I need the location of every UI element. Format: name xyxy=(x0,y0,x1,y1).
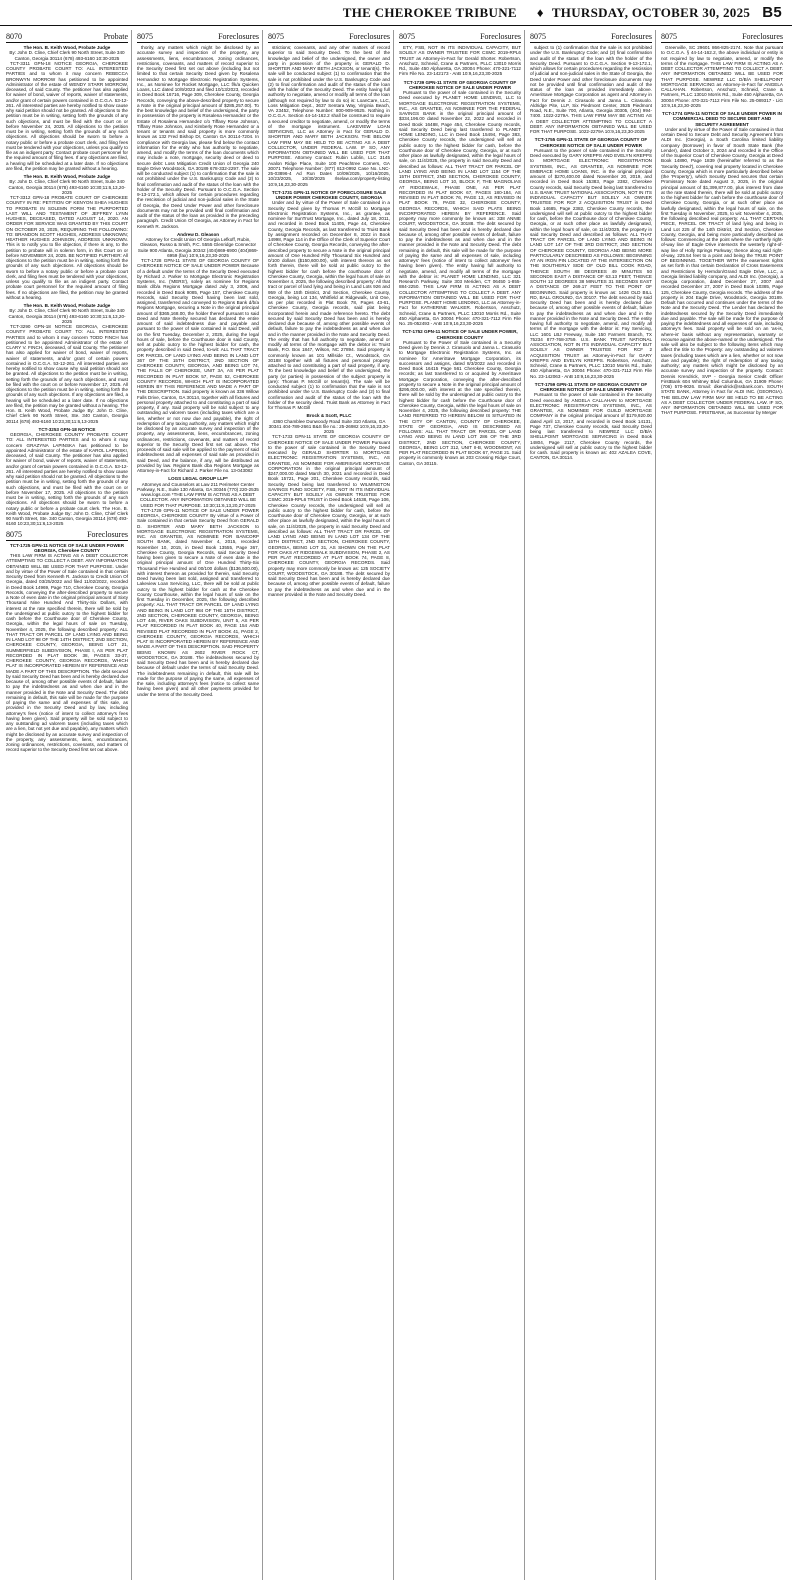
notice-body: Pursuant to the Power of Sale contained in a Security Deed given by Dennis J. Cirasuolo and Janna L. Cirasuolo to Mortgage Electronic Registration Systems, Inc. as nominee for AmeriSave Mortgage Corporation, its successors and assigns, dated 8/3/2022 and recorded in Deed Book 16415 Page 561 Cherokee County, Georgia records; as last transferred to or acquired by AmeriSave Mortgage Corporation, conveying the after-described property to secure a Note in the original principal amount of $295,000.00, with interest at the rate specified therein, there will be sold by the undersigned at public outcry to the highest bidder for cash before the Courthouse door of Cherokee County, Georgia, within the legal hours of sale on November 4, 2025, the following described property: THE LAND REFERRED TO HEREIN BELOW IS SITUATED IN THE CITY OF CANTON, COUNTY OF CHEROKEE, STATE OF GEORGIA, AND IS DESCRIBED AS FOLLOWS: ALL THAT TRACT OR PARCEL OF LAND LYING AND BEING IN LAND LOT 286 OF THE 3RD DISTRICT, 2ND SECTION, CHEROKEE COUNTY, GEORGIA, BEING LOT 312, UNIT II-B, WOODMONT, AS PER PLAT RECORDED IN PLAT BOOK 67, PAGE 21. Said property is commonly known as 203 Crossing Ridge Court, Canton, GA 30115. xyxy=(399,339,521,466)
notice-contact: 4360 Chamblee Dunwoody Road Suite 310 Atlanta, GA 30341 404-789-2661 B&S file no.: 25-26982 10:9,16,23,30-2025 xyxy=(268,418,390,434)
section-category: Foreclosures xyxy=(349,32,390,41)
legal-notice xyxy=(661,45,783,108)
section-code: 8075 xyxy=(530,32,546,41)
section-category: Probate xyxy=(103,32,128,41)
notice-title: The Hon. B. Keith Wood, Probate Judge xyxy=(23,174,111,179)
notice-body: TCT-3312 GPN-18 PROBATE COURT OF CHEROKEE COUNTY IN RE: PETITION OF KENYON SHEA HUGHES TO PROBATE IN SOLEMN FORM THE PURPORTED LAST WILL AND TESTAMENT OF JEFFREY LYNN HUGHES, DECEASED, DATED AUGUST 14, 2020. AN ORDER FOR SERVICE WAS GRANTED BY THIS COURT ON OCTOBER 20, 2025, REQUIRING THE FOLLOWING: TO: BRANDON SCOTT HUGHES, ADDRESS UNKNOWN; HEATHER HUGHES JOHNSON, ADDRESS UNKNOWN. This is to notify you to file objection, if there is any, to the petition to probate will in solemn form, in this Court on or before NOVEMBER 24, 2025. BE NOTIFIED FURTHER: All objections to the petition must be in writing, setting forth the grounds of any such objections. All objections should be sworn to before a notary public or before a probate court clerk, and filing fees must be tendered with your objections, unless you qualify to file as an indigent party. Contact probate court personnel for the required amount of filing fees. If no objections are filed, the petition may be granted without a hearing. xyxy=(6,195,128,300)
column xyxy=(661,30,786,1580)
notice-title: TCT-3253 GPN-18 NOTICE xyxy=(38,426,96,432)
legal-notice xyxy=(268,190,390,411)
notice-title: TCT-1725 GPN-11 NOTICE OF SALE UNDER POWER GEORGIA, Cherokee COUNTY xyxy=(9,542,125,553)
legal-notice xyxy=(6,174,128,300)
section-code: 8075 xyxy=(661,32,677,41)
legal-notice xyxy=(530,382,652,461)
notice-body: TCT-1729 GPN-11 NOTICE OF SALE UNDER POWER GEORGIA, CHEROKEE COUNTY By virtue of a Power of Sale contained in that certain Security Deed from GERALD D. SHORTER AND MARY BETH JACKSON to MORTGAGE ELECTRONIC REGISTRATION SYSTEMS, INC. AS GRANTEE, AS NOMINEE FOR BANCORP SOUTH BANK, dated November 4, 2015, recorded November 10, 2015, in Deed Book 13555, Page 367, Cherokee County, Georgia Records, said Security Deed having been given to secure a Note of even date in the original principal amount of One Hundred Thirty-Six Thousand Five Hundred and 00/100 dollars ($136,500.00), with interest thereon as provided for therein, said Security Deed having been last sold, assigned and transferred to Lakeview Loan Servicing, LLC, there will be sold at public outcry to the highest bidder for cash at the Cherokee County Courthouse, within the legal hours of sale on the first Tuesday in December, 2025, the following described property: ALL THAT TRACT OR PARCEL OF LAND LYING AND BEING IN LAND LOT 984 OF THE 15TH DISTRICT, 2ND SECTION, CHEROKEE COUNTY, GEORGIA, BEING LOT 446, RIVER OAKS SUBDIVISION, UNIT 5, AS PER PLAT RECORDED IN PLAT BOOK 40, PAGE 154 AND REVISED PLAT RECORDED IN PLAT BOOK 41, PAGE 2, CHEROKEE COUNTY, GEORGIA RECORDS, WHICH PLAT IS INCORPORATED HEREIN BY REFERENCE AND MADE A PART OF THIS DESCRIPTION. SAID PROPERTY BEING KNOWN AS 2602 RIVER ROCK CT, WOODSTOCK, GA 30188. The indebtedness secured by said Security Deed has been and is hereby declared due because of default under the terms of said Security Deed. The indebtedness remaining in default, this sale will be made for the purpose of paying the same, all expenses of the sale, including attorney's fees (notice to collect same having been given) and all other payments provided for under the terms of the Security Deed. xyxy=(137,507,259,697)
legal-notice xyxy=(530,137,652,379)
masthead xyxy=(0,0,792,26)
notice-title: TCT-1755 GPN-11 STATE OF GEORGIA COUNTY OF CHEROKEE NOTICE OF SALE UNDER POWER xyxy=(534,137,648,148)
section-category: Foreclosures xyxy=(218,32,259,41)
notice-contact: By: John D. Cline, Chief Clerk 90 North Street, Suite 340 Canton, Georgia 30114 (678) 493-6160 10:30-2025 xyxy=(9,50,125,61)
section-code: 8075 xyxy=(137,32,153,41)
section-category: Foreclosures xyxy=(611,32,652,41)
notice-contact: By: John D. Cline, Chief Clerk 90 North Street, Suite 340 Canton, Georgia 30114 (678) 493-6160 10:30;11:6,13,20-2025 xyxy=(8,308,126,324)
notice-body: TCT-1728 GPN-11 STATE OF GEORGIA COUNTY OF CHEROKEE NOTICE OF SALE UNDER POWER Because of a default under the terms of the Security Deed executed by Richard J. Parker to Mortgage Electronic Registration Systems, Inc. ('MERS'), solely as nominee for Regions Bank d/b/a Regions Mortgage dated July 3, 2006, and recorded in Deed Book 9085, Page 157, Cherokee County Records, said Security Deed having been last sold, assigned, transferred and conveyed to Regions Bank d/b/a Regions Mortgage, securing a Note in the original principal amount of $365,168.00, the holder thereof pursuant to said Deed and Note thereby secured has declared the entire amount of said indebtedness due and payable and pursuant to the power of sale contained in said Deed, will on the first Tuesday, December 2, 2025, during the legal hours of sale, before the Courthouse door in said County, sell at public outcry to the highest bidder for cash, the property described in said Deed, to-wit: ALL THAT TRACT OR PARCEL OF LAND LYING AND BEING IN LAND LOT 367 OF THE 15TH DISTRICT, 2ND SECTION OF CHEROKEE COUNTY, GEORGIA, AND BEING LOT 74, THE FALLS OF CHEROKEE, UNIT 3A, AS PER PLAT RECORDED IN PLAT BOOK 57, PAGE 52, CHEROKEE COUNTY RECORDS, WHICH PLAT IS INCORPORATED HEREIN BY THIS REFERENCE AND MADE A PART OF THE DESCRIPTION. Said property is known as 336 Willow Falls Drive, Canton, GA 30114, together with all fixtures and personal property attached to and constituting a part of said property, if any. Said property will be sold subject to any outstanding ad valorem taxes (including taxes which are a lien, whether or not now due and payable), the right of redemption of any taxing authority, any matters which might be disclosed by an accurate survey and inspection of the property, any assessments, liens, encumbrances, zoning ordinances, restrictions, covenants, and matters of record superior to the Security Deed first set out above. The proceeds of said sale will be applied to the payment of said indebtedness and all expenses of said sale as provided in said Deed, and the balance, if any, will be distributed as provided by law. Regions Bank dba Regions Mortgage as Attorney-in-Fact for Richard J. Parker File no. 13-043082 xyxy=(137,258,259,473)
legal-notice xyxy=(399,329,521,466)
notice-title: TCT-1774 GPN-11 NOTICE OF SALE UNDER POWER IN COMMERCIAL DEED TO SECURE DEBT AND SECURITY AGREEMENT xyxy=(662,111,782,127)
column xyxy=(6,30,132,1580)
separator-diamond-icon: ♦ xyxy=(536,4,544,20)
notice-contact: Attorney for Credit Union Of Georgia Lefkoff, Rubin, Gleason, Russo & Smith, P.C. 5555 Glenridge Connector Suite 900 Atlanta, Georgia 30342 (404)869-6900 (404)869-6959 (fax) 10:9,16,23,30-2025 xyxy=(137,237,259,258)
notice-title: Brock & Scott, PLLC xyxy=(306,413,352,419)
classifieds-columns xyxy=(0,26,792,1580)
section-header xyxy=(6,32,128,43)
section-category: Foreclosures xyxy=(742,32,783,41)
section-category: Foreclosures xyxy=(87,529,128,539)
notice-body: Under and by virtue of the Power of Sale contained in that certain Deed to Secure Debt and Security Agreement from ALDI Inc. (Georgia), a South Carolina limited liability company (Borrower) in favor of South State Bank (the Lender), dated October 3, 2024 and recorded in the Office of the Superior Court of Cherokee County, Georgia at Deed Book 14890, Page 1839 (hereinafter referred to as the 'Security Deed'), covering real property located in Cherokee County, Georgia which is more particularly described below (the 'Property'), which Security Deed secures that certain Promissory Note dated August 3, 2025, in the original principal amount of $1,399,877.00, plus interest from date at the rate stated therein, there will be sold at public outcry to the highest bidder for cash before the courthouse door of Cherokee County, Georgia, or at such other place as lawfully designated, within the legal hours of sale, on the first Tuesday in November, 2025, to wit: November 4, 2025, the following described real property: ALL THAT CERTAIN PIECE, PARCEL OR TRACT of land lying and being in Land Lot 225 of the 14th District, 2nd Section, Cherokee County, Georgia, and being more particularly described as follows: Commencing at the point where the northerly right-of-way line of Eagle Drive intersects the westerly right-of-way line of Holly Springs Parkway; thence along said right-of-way, 225.54 feet to a point and being the TRUE POINT OF BEGINNING. TOGETHER WITH the easement rights as set forth in that certain Declaration of Cross Easements and Restrictions by Herndon/Grand Eagle Drive, LLC, a Georgia limited liability company, and ALDI Inc. (Georgia), a Georgia corporation, dated December 27, 2007 and recorded December 27, 2007 in Deed Book 10385, Page 125, Cherokee County, Georgia records. The address of the property is 204 Eagle Drive, Woodstock, Georgia 30189. Default has occurred and continues under the terms of the Note and the Security Deed. The Lender has declared the indebtedness secured by the Security Deed immediately due and payable. The sale will be made for the purpose of paying the indebtedness and all expenses of sale, including attorney's fees. Said property will be sold on an 'as-is, where-is' basis without any representation, warranty or recourse against the above-named or the undersigned. The sale will also be subject to the following items which may affect the title to the Property: any outstanding ad valorem taxes (including taxes which are a lien, whether or not now due and payable); the right of redemption of any taxing authority; any matters which might be disclosed by an accurate survey and inspection of the property. Contact: Dennis Krendrick, SVP - Georgia Senior Credit Officer FirstBank 604 Whitney Blvd Columbus, GA 31909 Phone: (706) 570-9026. Email: dkendrick@ssbank.com. SOUTH STATE BANK, Attorney in Fact for ALDI INC. (GEORGIA). THE BELOW LAW FIRM MAY BE HELD TO BE ACTING AS A DEBT COLLECTOR UNDER FEDERAL LAW. IF SO, ANY INFORMATION OBTAINED WILL BE USED FOR THAT PURPOSE. FIRSTBANK, as Successor by Merger xyxy=(661,126,783,416)
legal-notice xyxy=(6,427,128,527)
notice-title: The Hon. B. Keith Wood, Probate Judge xyxy=(23,45,111,50)
section-header xyxy=(6,530,128,541)
legal-notice xyxy=(6,45,128,171)
legal-notice xyxy=(268,413,390,597)
section-code: 8075 xyxy=(6,529,22,539)
notice-body: Under and by virtue of the Power of Sale contained in a Security Deed given by Thomas P. McGill to Mortgage Electronic Registration Systems, Inc., as grantee, as nominee for SunTrust Mortgage, Inc., dated July 18, 2011, and recorded in Deed Book 11405, Page 44, Cherokee County, Georgia Records, as last transferred to Truist Bank by assignment recorded on December 8, 2022 in Book 14998, Page 114 in the Office of the Clerk of Superior Court of Cherokee County, Georgia Records, conveying the after-described property to secure a Note in the original principal amount of One Hundred Fifty Thousand Six Hundred and 0/100 dollars ($150,600.00), with interest thereon as set forth therein, there will be sold at public outcry to the highest bidder for cash before the courthouse door of Cherokee County, Georgia, within the legal hours of sale on November 4, 2025, the following described property: All that tract or parcel of land lying and being in Land Lots 926 and 959 of the 15th District, 2nd Section, Cherokee County, Georgia, being Lot 134, Whitfield at Ridgewalk, Unit One, as per plat recorded in Plat Book 78, Pages 43-61, Cherokee County, Georgia records, said plat being incorporated herein and made reference hereto. The debt secured by said Security Deed has been and is hereby declared due because of, among other possible events of default, failure to pay the indebtedness as and when due and in the manner provided in the Note and Security Deed. The entity that has full authority to negotiate, amend or modify all terms of the mortgage with the debtor is: Truist Bank, P.O. Box 1847, Wilson, NC 27894. Said property is commonly known as 101 Millside Ct., Woodstock, GA 30188 together with all fixtures and personal property attached to and constituting a part of said property, if any. To the best knowledge and belief of the undersigned, the party (or parties) in possession of the subject property is (are): Thomas P. McGill or tenant(s). The sale will be conducted subject (1) to confirmation that the sale is not prohibited under the U.S. Bankruptcy Code and (2) to final confirmation and audit of the status of the loan with the holder of the security deed. Truist Bank as Attorney in Fact for Thomas P. McGill xyxy=(268,200,390,410)
notice-body: GEORGIA, CHEROKEE COUNTY PROBATE COURT TO: ALL INTERESTED PARTIES and to whom it may concern GRAZYNA LAPINSKA has petitioned to be appointed Administrator of the estate of KAROL LAPINSKI, deceased, of said County. The petitioner has also applied for waiver of bond, waiver of reports, waiver of statements, and/or grant of certain powers contained in O.C.G.A. 53-12-261. All interested parties are hereby notified to show cause why said petition should not be granted. All objections to the petition must be in writing, setting forth the grounds of any such objections, and must be filed with the court on or before November 17, 2025. All objections to the petition must be in writing, setting forth the grounds of any such objections. All objections should be sworn to before a notary public or before a probate court clerk. The Hon. B. Keith Wood, Probate Judge By: John D. Cline, Chief Clerk 90 North Street, Ste. 340 Canton, Georgia 30114 (678) 493-6160 10:23,30;11:6,13-2025 xyxy=(6,432,128,527)
section-header xyxy=(530,32,652,43)
legal-notice xyxy=(530,45,652,134)
page-number: B5 xyxy=(762,4,782,21)
notice-title: Andrew D. Gleason xyxy=(176,231,220,237)
legal-notice xyxy=(137,232,259,474)
notice-contact: Attorneys and Counselors at Law 211 Perimeter Center Parkway, N.E., Suite 130 Atlanta, GA 30346 (770) 220-2535 www.logs.com *THE LAW FIRM IS ACTING AS A DEBT COLLECTOR. ANY INFORMATION OBTAINED WILL BE USED FOR THAT PURPOSE. 10:30;11:6,13,20,27-2025 xyxy=(137,481,259,508)
section-header xyxy=(399,32,521,43)
column xyxy=(399,30,525,1580)
legal-notice xyxy=(137,45,259,229)
notice-body: Pursuant to the power of sale contained in the Security Deed executed by ANGELA CALLAHAN to MORTGAGE ELECTRONIC REGISTRATION SYSTEMS, INC., AS GRANTEE, AS NOMINEE FOR GUILD MORTGAGE COMPANY in the original principal amount of $179,920.00 dated April 13, 2017, and recorded in Deed Book 14131, Page 737, Cherokee County records, said Security Deed being last transferred to NEWREZ LLC D/B/A SHELLPOINT MORTGAGE SERVICING in Deed Book 14804, Page 2117, Cherokee County records, the undersigned will sell at public outcry to the highest bidder for cash. Said property is known as: 402 AZALEA COVE, CANTON, GA 30114. xyxy=(530,392,652,461)
section-category: Foreclosures xyxy=(480,32,521,41)
section-header xyxy=(137,32,259,43)
notice-body: strictions; covenants, and any other matters of record superior to said Security Deed. To the best of the knowledge and belief of the undersigned, the owner and party in possession of the property is GERALD D. SHORTER AND MARY BETH JACKSON, or tenant(s). The sale will be conducted subject (1) to confirmation that the sale is not prohibited under the U.S. Bankruptcy Code and (2) to final confirmation and audit of the status of the loan with the holder of the Security Deed. The entity having full authority to negotiate, amend or modify all terms of the loan (although not required by law to do so) is: LoanCare, LLC, Loss Mitigation Dept., 3637 Sentara Way, Virginia Beach, VA 23452, Telephone Number: 800-909-9525. Nothing in O.C.G.A. Section 44-14-162.2 shall be construed to require a secured creditor to negotiate, amend, or modify the terms of the mortgage instrument. LAKEVIEW LOAN SERVICING, LLC as Attorney in Fact for GERALD D. SHORTER AND MARY BETH JACKSON. THE BELOW LAW FIRM MAY BE HELD TO BE ACTING AS A DEBT COLLECTOR, UNDER FEDERAL LAW. IF SO, ANY INFORMATION OBTAINED WILL BE USED FOR THAT PURPOSE. Attorney Contact: Rubin Lublin, LLC 3145 Avalon Ridge Place, Suite 100 Peachtree Corners, GA 30071 Telephone Number: (877) 813-0992 Case No. LNC-25-03896-4 Ad Run Dates 10/09/2025, 10/16/2025, 10/23/2025, 10/30/2025 rlselaw.com/property-listing 10:9,16,23,30-2025 xyxy=(268,45,390,187)
legal-notice xyxy=(268,45,390,187)
legal-notice xyxy=(137,476,259,697)
issue-date: THURSDAY, OCTOBER 30, 2025 xyxy=(551,4,751,20)
legal-notice xyxy=(6,303,128,424)
notice-body: subject to (1) confirmation that the sale is not prohibited under the U.S. Bankruptcy Code; and (2) final confirmation and audit of the status of the loan with the holder of the Security Deed. Pursuant to O.C.G.A. Section 9-13-172.1, which allows for certain procedures regarding the rescission of judicial and non-judicial sales in the State of Georgia, the Deed Under Power and other foreclosure documents may not be provided until final confirmation and audit of the status of the loan as provided immediately above. AmeriSave Mortgage Corporation as agent and Attorney in Fact for Dennis J. Cirasuolo and Janna L. Cirasuolo. Aldridge Pite, LLP, Six Piedmont Center, 3525 Piedmont Road, N.E., Suite 700, Atlanta, Georgia 30305, (404) 994-7400. 1022-2279A. THIS LAW FIRM MAY BE ACTING AS A DEBT COLLECTOR ATTEMPTING TO COLLECT A DEBT. ANY INFORMATION OBTAINED WILL BE USED FOR THAT PURPOSE. 1022-2279A 10:9,16,23,30-2025 xyxy=(530,45,652,134)
section-code: 8070 xyxy=(6,32,22,41)
notice-body: Greenville, SC 29601 866-825-2174. Note that pursuant to O.C.G.A. § 44-14-162.2, the above individual or entity is not required by law to negotiate, amend, or modify the terms of the mortgage. THIS LAW FIRM IS ACTING AS A DEBT COLLECTOR ATTEMPTING TO COLLECT A DEBT. ANY INFORMATION OBTAINED WILL BE USED FOR THAT PURPOSE. NEWREZ LLC D/B/A SHELLPOINT MORTGAGE SERVICING as Attorney-in-Fact for ANGELA CALLAHAN. Robertson, Anschutz, Schneid, Crane & Partners, PLLC 13010 Morris Rd., Suite 450 Alpharetta, GA 30004 Phone: 470-321-7112 Firm File No. 25-089317 - LiG 10:9,16,23,30-2025 xyxy=(661,45,783,108)
section-code: 8075 xyxy=(399,32,415,41)
legal-notice xyxy=(399,80,521,327)
notice-body: TCT-3290 GPN-18 NOTICE GEORGIA, CHEROKEE COUNTY PROBATE COURT TO: ALL INTERESTED PARTIES and to whom it may concern TODD FINCH has petitioned to be appointed Administrator of the estate of CLARY V. FINCH, deceased, of said County. The petitioner has also applied for waiver of bond, waiver of reports, waiver of statements, and/or grant of certain powers contained in O.C.G.A. 53-12-261. All interested parties are hereby notified to show cause why said petition should not be granted. All objections to the petition must be in writing, setting forth the grounds of any such objections, and must be filed with the court on or before November 17, 2025. All objections to the petition must be in writing, setting forth the grounds of any such objections. If any objections are filed, a hearing will be scheduled at a later date. If no objections are filed, the petition may be granted without a hearing. The Hon. B. Keith Wood, Probate Judge By: John D. Cline, Chief Clerk 90 North Street, Ste. 340 Canton, Georgia 30114 (678) 493-6160 10:23,30;11:6,13-2025 xyxy=(6,324,128,424)
notice-contact: By: John D. Cline, Chief Clerk 90 North Street, Suite 340 Canton, Georgia 30114 (678) 493-6160 10:30;11:6,13,20-2025 xyxy=(8,179,126,195)
newspaper-name: THE CHEROKEE TRIBUNE xyxy=(342,4,517,20)
notice-title: LOGS LEGAL GROUP LLP* xyxy=(168,476,228,482)
section-header xyxy=(268,32,390,43)
notice-title: TCT-1752 GPN-11 NOTICE OF SALE UNDER POWER, CHEROKEE COUNTY xyxy=(402,329,518,340)
notice-body: thority, any matters which might be disclosed by an accurate survey and inspection of the property, any assessments, liens, encumbrances, zoning ordinances, restrictions, covenants, and matters of record superior to the Security Deed first set out above (including but not limited to that certain Security Deed given by Rosalena Hernandez to Mortgage Electronic Registration Systems, Inc., as Nominee for Rocket Mortgage, LLC f/k/a Quicken Loans, LLC dated 10/9/2023 and filed 10/13/2023, recorded in Deed Book 16716, Page 309, Cherokee County, Georgia Records, conveying the above-described property to secure a Note in the original principal amount of $285,257.00). To the best knowledge and belief of the undersigned, the party in possession of the property is Rosalena Hernandez or the Estate of Rosalena Hernandez c/o Tiffany Rose Johnson, Tiffany Rose Johnson, and Kimberly Rose Hernandez or a tenant or tenants and said property is more commonly known as 132 Fred Bishop Dr, Canton GA 30114-7204. In compliance with Georgia law, please find below the contact information for the entity who has authority to negotiate, amend, and modify the terms of the loan documents which may include a note, mortgage, security deed or deed to secure debt: Loss Mitigation Credit Union of Georgia 240 Eagle Drive Woodstock, GA 30189 678-332-2297. The sale will be conducted subject (1) to confirmation that the sale is not prohibited under the U.S. Bankruptcy Code and (2) to final confirmation and audit of the status of the loan with the holder of the Security Deed. Pursuant to O.C.G.A. Section 9-13-172.1, which allows for certain procedures regarding the rescission of judicial and non-judicial sales in the State of Georgia, the Deed Under Power and other foreclosure documents may not be provided until final confirmation and audit of the status of the loan as provided in the preceding paragraph. Credit Union Of Georgia, as Attorney in Fact for Kenneth R. Jackson. xyxy=(137,45,259,229)
column xyxy=(137,30,263,1580)
notice-title: TCT-1739 GPN-11 STATE OF GEORGIA COUNTY OF CHEROKEE NOTICE OF SALE UNDER POWER xyxy=(403,79,517,90)
legal-notice xyxy=(399,45,521,77)
notice-title: The Hon. B. Keith Wood, Probate Judge xyxy=(23,303,111,308)
notice-body: Pursuant to the power of sale contained in the Security Deed executed by GARY KREPPS AND EVELYN KREPPS to MORTGAGE ELECTRONIC REGISTRATION SYSTEMS, INC., AS GRANTEE, AS NOMINEE FOR EMBRACE HOME LOANS, INC. in the original principal amount of $270,400.00 dated November 20, 2019, and recorded in Deed Book 15383, Page 2382, Cherokee County records, said Security Deed being last transferred to U.S. BANK TRUST NATIONAL ASSOCIATION, NOT IN ITS INDIVIDUAL CAPACITY BUT SOLELY AS OWNER TRUSTEE FOR RCF 2 ACQUISITION TRUST in Deed Book 14685, Page 2382, Cherokee County records, the undersigned will sell at public outcry to the highest bidder for cash, before the Courthouse door of Cherokee County, Georgia, or at such other place as lawfully designated, within the legal hours of sale, on 11/4/2025, the property in said Security Deed and described as follows: ALL THAT TRACT OR PARCEL OF LAND LYING AND BEING IN LAND LOT 147 OF THE 3RD DISTRICT, 2ND SECTION OF CHEROKEE COUNTY, GEORGIA AND BEING MORE PARTICULARLY DESCRIBED AS FOLLOWS: BEGINNING AT AN IRON PIN LOCATED AT THE INTERSECTION ON THE SOUTHERLY SIDE OF OLD BILL COOK ROAD, THENCE SOUTH 88 DEGREES 49 MINUTES 50 SECONDS EAST A DISTANCE OF 63.13 FEET; THENCE SOUTH 12 DEGREES 38 MINUTES 31 SECONDS EAST A DISTANCE OF 269.17 FEET TO THE POINT OF BEGINNING. Said property is known as: 1426 OLD BILL RD, BALL GROUND, GA 30107. The debt secured by said Security Deed has been and is hereby declared due because of, among other possible events of default, failure to pay the indebtedness as and when due and in the manner provided in the Note and Security Deed. The entity having full authority to negotiate, amend, and modify all terms of the mortgage with the debtor is: Fay Servicing, LLC 1601 LBJ Freeway, Suite 150 Farmers Branch, TX 75234 877-768-3759. U.S. BANK TRUST NATIONAL ASSOCIATION, NOT IN ITS INDIVIDUAL CAPACITY BUT SOLELY AS OWNER TRUSTEE FOR RCF 2 ACQUISITION TRUST as Attorney-in-Fact for GARY KREPPS AND EVELYN KREPPS. Robertson, Anschutz, Schneid, Crane & Partners, PLLC 13010 Morris Rd., Suite 450 Alpharetta, GA 30004 Phone: 470-321-7112 Firm File No. 23-142063 - AnB 10:9,16,23,30-2025 xyxy=(530,147,652,379)
notice-body: ETY, FSB, NOT IN ITS INDIVIDUAL CAPACITY, BUT SOLELY AS OWNER TRUSTEE FOR CSMC 2019-RPL6 TRUST as Attorney-in-Fact for Gerald Shorter. Robertson, Anschutz, Schneid, Crane & Partners, PLLC 13010 Morris Rd., Suite 450 Alpharetta, GA 30004 Phone: 470-321-7112 Firm File No. 23-142173 - AnB 10:9,16,23,30-2025 xyxy=(399,45,521,77)
notice-body: Pursuant to the power of sale contained in the Security Deed executed by PLANET HOME LENDING, LLC to MORTGAGE ELECTRONIC REGISTRATION SYSTEMS, INC., AS GRANTEE, AS NOMINEE FOR THE FEDERAL SAVINGS BANK in the original principal amount of $334,196.00 dated November 22, 2022 and recorded in Deed Book 16488, Page 454, Cherokee County records, said Security Deed being last transferred to PLANET HOME LENDING, LLC in Deed Book 15494, Page 383, Cherokee County records, the undersigned will sell at public outcry to the highest bidder for cash, before the Courthouse door of Cherokee County, Georgia, or at such other place as lawfully designated, within the legal hours of sale, on 11/4/2025, the property in said Security Deed and described as follows: ALL THAT TRACT OR PARCEL OF LAND LYING AND BEING IN LAND LOT 1154 OF THE 15TH DISTRICT, 2ND SECTION, CHEROKEE COUNTY, GEORGIA, BEING LOT 10, BLOCK F, THE MAGNOLIAS AT RIDGEWALK, PHASE ONE, AS PER PLAT RECORDED IN PLAT BOOK 67, PAGES 180-184, AS REVISED IN PLAT BOOK 76, PAGE 13, AS REVISED IN PLAT BOOK 79, PAGE 32, CHEROKEE COUNTY, GEORGIA RECORDS, WHICH SAID PLATS BEING INCORPORATED HEREIN BY REFERENCE. Said property may more commonly be known as: 338 ANNIE COURT, WOODSTOCK, GA 30188. The debt secured by said Security Deed has been and is hereby declared due because of, among other possible events of default, failure to pay the indebtedness as and when due and in the manner provided in the Note and Security Deed. The debt remaining in default, this sale will be made for the purpose of paying the same and all expenses of sale, including attorneys' fees (notice of intent to collect attorneys' fees having been given). The entity having full authority to negotiate, amend, and modify all terms of the mortgage with the debtor is: PLANET HOME LENDING, LLC 321 Research Parkway, Suite 303 Meriden, CT 06450 1-855-884-2250. THIS LAW FIRM IS ACTING AS A DEBT COLLECTOR ATTEMPTING TO COLLECT A DEBT. ANY INFORMATION OBTAINED WILL BE USED FOR THAT PURPOSE. PLANET HOME LENDING, LLC as Attorney-in-Fact for KATHERINE WALKER. Robertson, Anschutz, Schneid, Crane & Partners, PLLC 13010 Morris Rd., Suite 450 Alpharetta, GA 30004 Phone: 470-321-7112 Firm File No. 25-052493 - AnB 10:9,16,23,30-2025 xyxy=(399,90,521,326)
notice-body: THIS LAW FIRM IS ACTING AS A DEBT COLLECTOR ATTEMPTING TO COLLECT A DEBT. ANY INFORMATION OBTAINED WILL BE USED FOR THAT PURPOSE. Under and by virtue of the Power of Sale contained in that certain Security Deed from Kenneth R. Jackson to Credit Union Of Georgia, dated 03/25/2022 and filed 11/02/2022, recorded in Deed Book 14969, Page 710, Cherokee County, Georgia Records, conveying the after-described property to secure a Note of even date in the original principal amount of Sixty Thousand Nine Hundred And Thirty-Six Dollars, with interest at the rate specified therein, there will be sold by the undersigned at public outcry to the highest bidder for cash before the Courthouse door of Cherokee County, Georgia, within the legal hours of sale on Tuesday, November 4, 2025, the following described property: ALL THAT TRACT OR PARCEL OF LAND LYING AND BEING IN LAND LOT 98 OF THE 14TH DISTRICT, 2ND SECTION, CHEROKEE COUNTY, GEORGIA, BEING LOT 21, SUMMERFIELD SUBDIVISION, PHASE I, AS PER PLAT RECORDED IN PLAT BOOK 38, PAGES 33-37, CHEROKEE COUNTY, GEORGIA RECORDS, WHICH PLAT IS INCORPORATED HEREIN BY REFERENCE AND MADE A PART OF THIS DESCRIPTION. The debt secured by said Security Deed has been and is hereby declared due because of, among other possible events of default, failure to pay the indebtedness as and when due and in the manner provided in the Note and Security Deed. The debt remaining in default, this sale will be made for the purpose of paying the same and all expenses of this sale, as provided in the Security Deed and by law, including attorney's fees (notice of intent to collect attorney's fees having been given). Said property will be sold subject to any outstanding ad valorem taxes (including taxes which are a lien, but not yet due and payable), any matters which might be disclosed by an accurate survey and inspection of the property, any assessments, liens, encumbrances, zoning ordinances, restrictions, covenants, and matters of record superior to the Security Deed first set out above. xyxy=(6,553,128,753)
legal-notice xyxy=(6,543,128,753)
section-code: 8075 xyxy=(268,32,284,41)
notice-body: TCT-3311 GPN-18 NOTICE GEORGIA, CHEROKEE COUNTY PROBATE COURT TO: ALL INTERESTED PARTIES and to whom it may concern REBECCA BRONWYN MORROW has petitioned to be appointed Administrator of the estate of WENDY STARR MORROW, deceased, of said County. The petitioner has also applied for waiver of bond, waiver of reports, waiver of statements, and/or grant of certain powers contained in O.C.G.A. 53-12-261. All interested parties are hereby notified to show cause why said petition should not be granted. All objections to the petition must be in writing, setting forth the grounds of any such objections, and must be filed with the court on or before November 24, 2025. All objections to the petition must be in writing, setting forth the grounds of any such objections. All objections should be sworn to before a notary public or before a probate court clerk, and filing fees must be tendered with your objections, unless you qualify to file as an indigent party. Contact probate court personnel for the required amount of filing fees. If any objections are filed, a hearing will be scheduled at a later date. If no objections are filed, the petition may be granted without a hearing. xyxy=(6,60,128,171)
column xyxy=(268,30,394,1580)
column xyxy=(530,30,656,1580)
notice-body: TCT-1733 GPN-11 STATE OF GEORGIA COUNTY OF CHEROKEE NOTICE OF SALE UNDER POWER Pursuant to the power of sale contained in the Security Deed executed by GERALD SHORTER to MORTGAGE ELECTRONIC REGISTRATION SYSTEMS, INC., AS GRANTEE, AS NOMINEE FOR AMERISAVE MORTGAGE CORPORATION in the original principal amount of $247,000.00 dated March 30, 2021 and recorded in Deed Book 15721, Page 201, Cherokee County records, said Security Deed being last transferred to WILMINGTON SAVINGS FUND SOCIETY, FSB, NOT IN ITS INDIVIDUAL CAPACITY BUT SOLELY AS OWNER TRUSTEE FOR CSMC 2019-RPL6 TRUST in Deed Book 14538, Page 106, Cherokee County records, the undersigned will sell at public outcry to the highest bidder for cash, before the Courthouse door of Cherokee County, Georgia, or at such other place as lawfully designated, within the legal hours of sale, on 11/4/2025, the property in said Security Deed and described as follows: ALL THAT TRACT OR PARCEL OF LAND LYING AND BEING IN LAND LOT 134 OF THE 15TH DISTRICT, 2ND SECTION, CHEROKEE COUNTY, GEORGIA, BEING LOT 31, AS SHOWN ON THE PLAT FOR OAKS AT RIDGEWALK SUBDIVISION, PHASE 2, AS PER PLAT RECORDED AT PLAT BOOK 74, PAGE 8, CHEROKEE COUNTY, GEORGIA RECORDS. Said property may more commonly be known as: 125 SOCIETY COURT, WOODSTOCK, GA 30188. The debt secured by said Security Deed has been and is hereby declared due because of, among other possible events of default, failure to pay the indebtedness as and when due and in the manner provided in the Note and Security Deed. xyxy=(268,434,390,597)
notice-title: TCT-1731 GPN-11 NOTICE OF FORECLOSURE SALE UNDER POWER CHEROKEE COUNTY, GEORGIA xyxy=(271,189,387,200)
notice-title: TCT-1759 GPN-11 STATE OF GEORGIA COUNTY OF CHEROKEE NOTICE OF SALE UNDER POWER xyxy=(534,381,648,392)
section-header xyxy=(661,32,783,43)
legal-notice xyxy=(661,111,783,416)
